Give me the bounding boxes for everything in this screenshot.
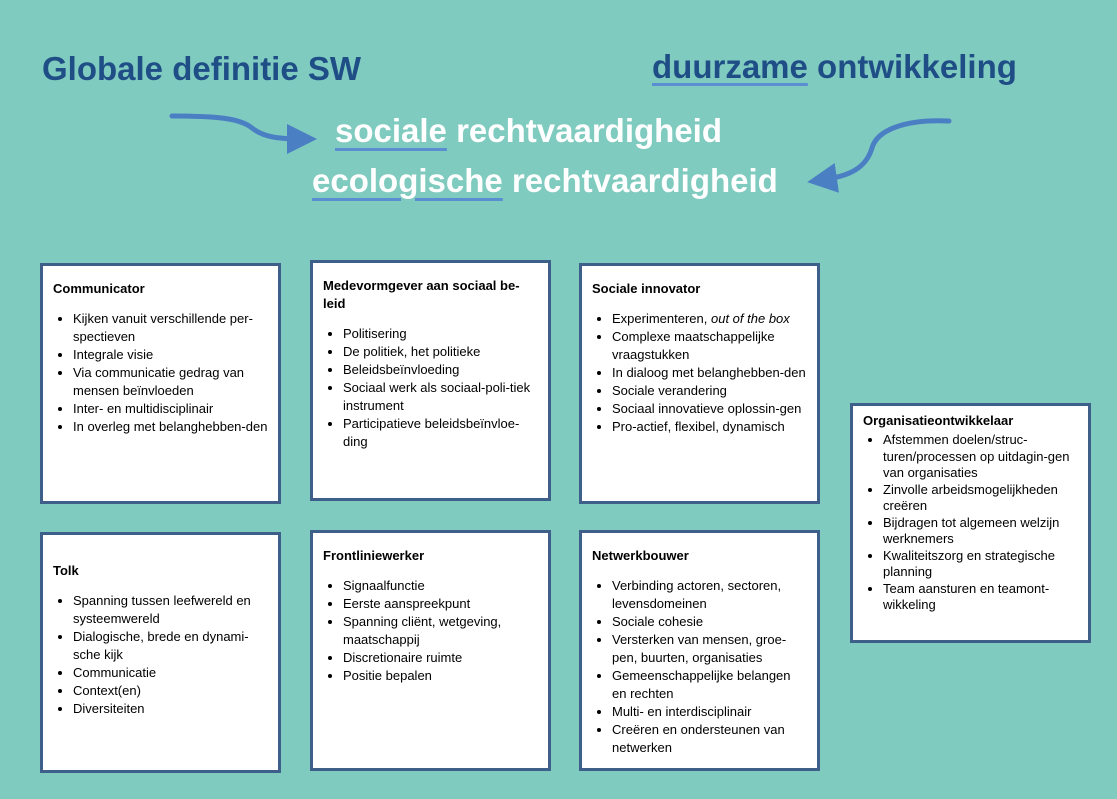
card-organisatieontwikkelaar	[850, 403, 1091, 643]
heading-global-definition: Globale definitie SW	[42, 50, 362, 87]
card-title: Organisatieontwikkelaar	[863, 413, 1014, 428]
card-list	[592, 310, 808, 436]
list-item: • Diversiteiten	[73, 700, 269, 718]
list-item: • Multi- en interdisciplinair	[612, 703, 808, 721]
list-item: • Eerste aanspreekpunt	[343, 595, 539, 613]
card-title: Communicator	[53, 281, 145, 296]
card-medevormgever	[310, 260, 551, 501]
card-list	[592, 577, 808, 757]
list-item: • Signaalfunctie	[343, 577, 539, 595]
social-rest: rechtvaardigheid	[446, 112, 723, 149]
card-list	[323, 577, 539, 685]
arrow-right-icon	[822, 121, 949, 180]
list-item: • Beleidsbeïnvloeding	[343, 361, 539, 379]
list-item	[612, 310, 808, 328]
card-title: Tolk	[53, 563, 79, 578]
list-item: • Inter- en multidisciplinair	[73, 400, 269, 418]
card-netwerkbouwer	[579, 530, 820, 771]
list-item: • In dialoog met belanghebben-den	[612, 364, 808, 382]
list-item: • Spanning tussen leefwereld en systeemwereld	[73, 592, 269, 628]
card-title: Frontliniewerker	[323, 548, 425, 563]
list-item-italic: out of the box	[711, 311, 790, 326]
list-item: • Gemeenschappelijke belangen en rechten	[612, 667, 808, 703]
list-item: • Versterken van mensen, groe-pen, buurten, organisaties	[612, 631, 808, 667]
list-item: • Kwaliteitszorg en strategische planning	[883, 548, 1079, 581]
card-communicator	[40, 263, 281, 504]
list-item: • Integrale visie	[73, 346, 269, 364]
list-item: • Discretionaire ruimte	[343, 649, 539, 667]
list-item-text: Experimenteren,	[612, 311, 711, 326]
ecological-rest: rechtvaardigheid	[502, 162, 778, 199]
heading-sustainable-underlined: duurzame	[652, 48, 808, 85]
list-item: • Kijken vanuit verschillende per-spectieven	[73, 310, 269, 346]
card-list	[53, 592, 269, 718]
list-item: • Zinvolle arbeidsmogelijkheden creëren	[883, 482, 1079, 515]
list-item: • Pro-actief, flexibel, dynamisch	[612, 418, 808, 436]
social-underlined: sociale	[335, 112, 447, 149]
list-item: • De politiek, het politieke	[343, 343, 539, 361]
heading-sustainable-rest: ontwikkeling	[807, 48, 1017, 85]
list-item: • Participatieve beleidsbeïnvloe-ding	[343, 415, 539, 451]
card-list	[323, 325, 539, 451]
list-item: • Communicatie	[73, 664, 269, 682]
arrows-layer	[0, 0, 1117, 260]
list-item: • Sociale cohesie	[612, 613, 808, 631]
card-tolk	[40, 532, 281, 773]
card-title: Sociale innovator	[592, 281, 701, 296]
list-item: • Afstemmen doelen/struc-turen/processen op uitdagin-gen van organisaties	[883, 432, 1079, 482]
card-list	[863, 432, 1079, 614]
list-item: • Complexe maatschappelijke vraagstukken	[612, 328, 808, 364]
list-item: • Sociaal innovatieve oplossin-gen	[612, 400, 808, 418]
card-list	[53, 310, 269, 436]
list-item: • Sociale verandering	[612, 382, 808, 400]
list-item: • Creëren en ondersteunen van netwerken	[612, 721, 808, 757]
list-item: • Verbinding actoren, sectoren, levensdomeinen	[612, 577, 808, 613]
card-title: Netwerkbouwer	[592, 548, 689, 563]
list-item: • Positie bepalen	[343, 667, 539, 685]
list-item: • Bijdragen tot algemeen welzijn werknemers	[883, 515, 1079, 548]
arrow-left-icon	[172, 116, 302, 139]
list-item: • In overleg met belanghebben-den	[73, 418, 269, 436]
card-sociale-innovator	[579, 263, 820, 504]
card-frontliniewerker	[310, 530, 551, 771]
list-item: • Sociaal werk als sociaal-poli-tiek instrument	[343, 379, 539, 415]
list-item: • Dialogische, brede en dynami-sche kijk	[73, 628, 269, 664]
list-item: • Spanning cliënt, wetgeving, maatschappij	[343, 613, 539, 649]
ecological-underlined: ecologische	[312, 162, 503, 199]
list-item: • Team aansturen en teamont-wikkeling	[883, 581, 1079, 614]
list-item: • Context(en)	[73, 682, 269, 700]
list-item: • Politisering	[343, 325, 539, 343]
list-item: • Via communicatie gedrag van mensen beïnvloeden	[73, 364, 269, 400]
card-title: Medevormgever aan sociaal be-leid	[323, 278, 520, 311]
